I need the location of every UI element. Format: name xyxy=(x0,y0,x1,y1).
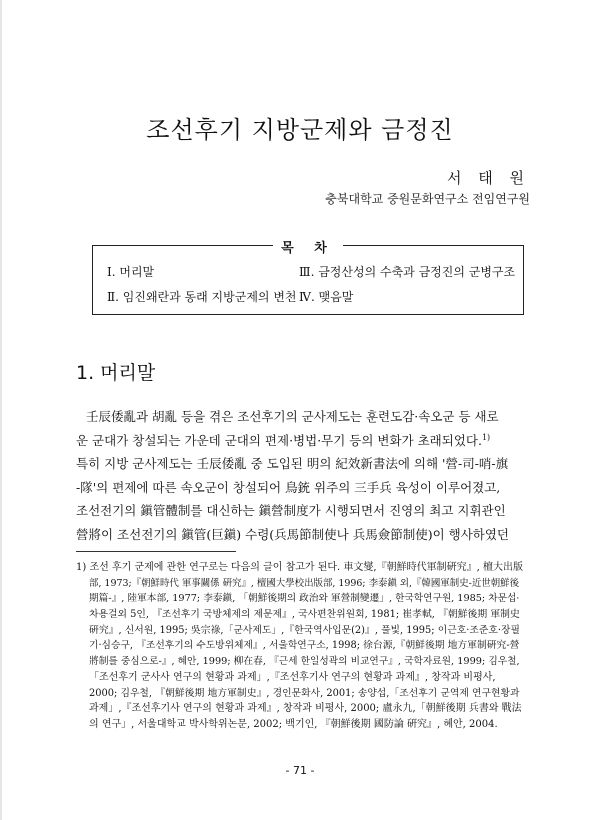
toc-item-3[interactable]: Ⅲ. 금정산성의 수축과 금정진의 군병구조 xyxy=(299,265,516,279)
page-number: - 71 - xyxy=(285,764,315,777)
footnote-line: 部, 1973;『朝鮮時代 軍事關係 硏究』, 檀國大學校出版部, 1996; 李泰鎭 외,『韓國軍制史-近世朝鮮後 xyxy=(89,577,520,589)
footnote-line: 기·심승구, 『조선후기의 수도방위체제』, 서울학연구소, 1998; 徐台源,『朝鮮後期 地方軍制硏究-營 xyxy=(89,640,520,652)
footnote-line: 硏究』, 신서원, 1995; 吳宗祿,「군사제도」,『한국역사입문(2)』, 풀빛, 1995; 이근호·조준호·장필 xyxy=(89,624,520,636)
author-name: 서 태 원 xyxy=(446,169,530,187)
body-line-text: 운 군대가 창설되는 가운데 군대의 편제·병법·무기 등의 변화가 초래되었다. xyxy=(76,432,482,448)
body-paragraph xyxy=(76,405,524,546)
footnote-line: 期篇-』, 陸軍本部, 1977; 李泰鎭, 「朝鮮後期의 政治와 軍營制變遷」, 한국학연구원, 1985; 차문섭· xyxy=(89,593,520,605)
toc-item-2[interactable]: Ⅱ. 임진왜란과 동래 지방군제의 변천 xyxy=(107,290,297,304)
paper-title: 조선후기 지방군제와 금정진 xyxy=(146,116,454,144)
table-of-contents xyxy=(92,241,524,315)
section-heading: 1. 머리말 xyxy=(76,362,156,384)
body-line-with-note xyxy=(76,429,524,453)
footnote-reference[interactable]: 1) xyxy=(481,432,491,442)
body-line: -隊'의 편제에 따른 속오군이 창설되어 鳥銃 위주의 三手兵 육성이 이루어졌고, xyxy=(76,479,501,495)
footnote-line: 의 연구」, 서울대학교 박사학위논문, 2002; 백기인, 『朝鮮後期 國防論 硏究』, 혜안, 2004. xyxy=(89,718,498,730)
footnote-line: 1) 조선 후기 군제에 관한 연구로는 다음의 글이 참고가 된다. 車文燮,『朝鮮時代軍制硏究』, 檀大出版 xyxy=(76,562,523,573)
author-affiliation: 충북대학교 중원문화연구소 전임연구원 xyxy=(325,192,530,206)
footnote-block xyxy=(76,560,524,733)
footnote-line: 2000; 김우철, 『朝鮮後期 地方軍制史』, 경인문화사, 2001; 송양섭,「조선후기 군역제 연구현황과 xyxy=(89,687,520,699)
body-line: 營將이 조선전기의 鎭管(巨鎭) 수령(兵馬節制使나 兵馬僉節制使)이 행사하였던 xyxy=(76,526,510,542)
footnote-line: 과제」,『조선후기사 연구의 현황과 과제』, 창작과 비평사, 2000; 盧永九,「朝鮮後期 兵書와 戰法 xyxy=(89,703,522,715)
footnote-line: 「조선후기 군사사 연구의 현황과 과제」,『조선후기사 연구의 현황과 과제』, 창작과 비평사, xyxy=(89,671,496,683)
footnote-line: 차용걸외 5인, 『조선후기 국방체제의 제문제』, 국사편찬위원회, 1981; 崔孝軾, 『朝鮮後期 軍制史 xyxy=(89,609,520,621)
body-line: 壬辰倭亂과 胡亂 등을 겪은 조선후기의 군사제도는 훈련도감·속오군 등 새로 xyxy=(86,409,499,424)
footnote-line: 將制를 중심으로-』, 혜안, 1999; 柳在春, 『근세 한일성곽의 비교연구』, 국학자료원, 1999; 김우철, xyxy=(89,656,520,668)
toc-item-4[interactable]: Ⅳ. 맺음말 xyxy=(299,290,354,304)
footnote-divider xyxy=(76,551,236,552)
body-line: 특히 지방 군사제도는 壬辰倭亂 중 도입된 明의 紀效新書法에 의해 '營-司-哨-旗 xyxy=(76,456,509,471)
toc-item-1[interactable]: Ⅰ. 머리말 xyxy=(107,265,155,279)
body-line: 조선전기의 鎭管體制를 대신하는 鎭營制度가 시행되면서 진영의 최고 지휘관인 xyxy=(76,503,506,518)
toc-title: 목 차 xyxy=(273,241,343,256)
toc-title-wrap xyxy=(93,237,523,256)
